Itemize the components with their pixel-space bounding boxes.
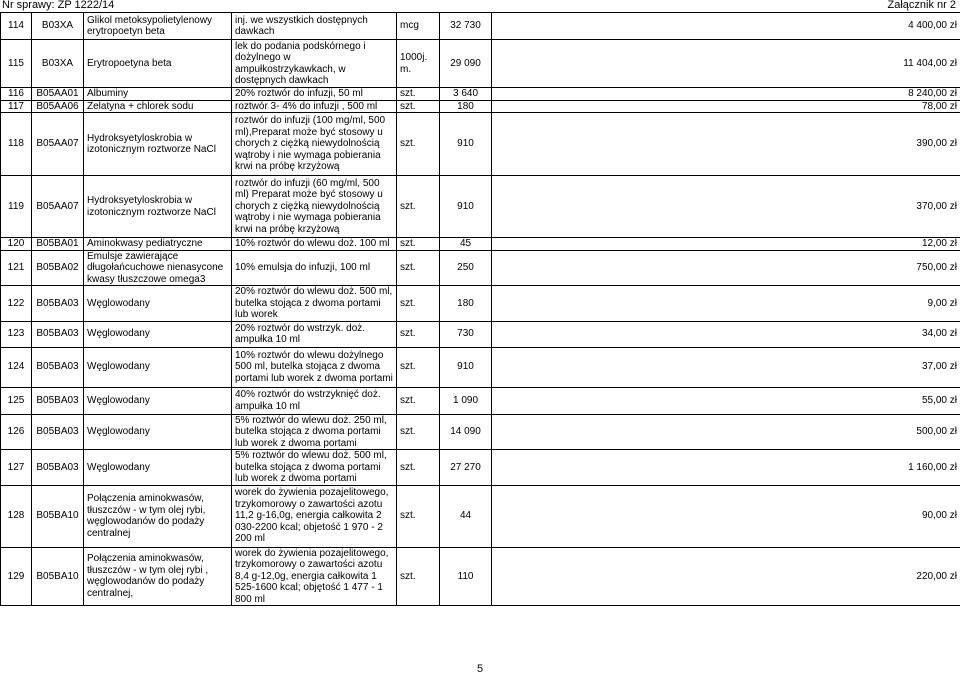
unit: szt. (397, 547, 440, 606)
row-number: 119 (1, 176, 32, 238)
drug-name: Albuminy (84, 88, 232, 101)
drug-name: Połączenia aminokwasów, tłuszczów - w tym olej rybi, węglowodanów do podaży centralnej (84, 485, 232, 547)
table-row (1, 40, 960, 88)
drug-name: Hydroksyetyloskrobia w izotonicznym roztworze NaCl (84, 113, 232, 176)
atc-code: B05BA03 (32, 347, 84, 387)
table-row (1, 387, 960, 414)
unit: szt. (397, 88, 440, 101)
unit: szt. (397, 485, 440, 547)
drug-form: 10% roztwór do wlewu dożylnego 500 ml, butelka stojąca z dwoma portami lub worek z dwoma portami (232, 347, 397, 387)
table-row (1, 176, 960, 238)
drug-name: Glikol metoksypolietylenowy erytropoetyn beta (84, 13, 232, 40)
drug-form: roztwór do infuzji (100 mg/ml, 500 ml),Preparat może być stosowy u chorych z ciężką niewydolnością wątroby i nie wymaga pobierania krwi na próbę krzyżową (232, 113, 397, 176)
page-header (0, 0, 960, 12)
table-row (1, 113, 960, 176)
quantity: 110 (440, 547, 492, 606)
value: 390,00 zł (492, 113, 960, 176)
row-number: 121 (1, 250, 32, 286)
unit: szt. (397, 321, 440, 347)
value: 750,00 zł (492, 250, 960, 286)
unit: szt. (397, 286, 440, 322)
drug-form: 20% roztwór do infuzji, 50 ml (232, 88, 397, 101)
quantity: 1 090 (440, 387, 492, 414)
row-number: 125 (1, 387, 32, 414)
drug-form: 5% roztwór do wlewu doż. 250 ml, butelka stojąca z dwoma portami lub worek z dwoma portami (232, 414, 397, 450)
drug-form: 10% emulsja do infuzji, 100 ml (232, 250, 397, 286)
table-row (1, 414, 960, 450)
quantity: 180 (440, 100, 492, 113)
atc-code: B05BA03 (32, 414, 84, 450)
quantity: 730 (440, 321, 492, 347)
row-number: 118 (1, 113, 32, 176)
unit: szt. (397, 387, 440, 414)
drug-name: Żelatyna + chlorek sodu (84, 100, 232, 113)
drug-form: roztwór 3- 4% do infuzji , 500 ml (232, 100, 397, 113)
atc-code: B05BA01 (32, 238, 84, 251)
quantity: 44 (440, 485, 492, 547)
atc-code: B05BA03 (32, 387, 84, 414)
table-row (1, 347, 960, 387)
row-number: 122 (1, 286, 32, 322)
value: 220,00 zł (492, 547, 960, 606)
case-number: Nr sprawy: ZP 1222/14 (2, 0, 115, 11)
atc-code: B05BA10 (32, 547, 84, 606)
value: 90,00 zł (492, 485, 960, 547)
atc-code: B03XA (32, 13, 84, 40)
atc-code: B05AA07 (32, 113, 84, 176)
row-number: 126 (1, 414, 32, 450)
unit: szt. (397, 113, 440, 176)
table-row (1, 88, 960, 101)
value: 37,00 zł (492, 347, 960, 387)
drug-name: Węglowodany (84, 450, 232, 486)
unit: szt. (397, 100, 440, 113)
drug-name: Węglowodany (84, 414, 232, 450)
quantity: 27 270 (440, 450, 492, 486)
quantity: 180 (440, 286, 492, 322)
drug-form: inj. we wszystkich dostępnych dawkach (232, 13, 397, 40)
table-row (1, 100, 960, 113)
row-number: 123 (1, 321, 32, 347)
value: 34,00 zł (492, 321, 960, 347)
unit: szt. (397, 238, 440, 251)
drug-form: 20% roztwór do wlewu doż. 500 ml, butelka stojąca z dwoma portami lub worek (232, 286, 397, 322)
drug-name: Węglowodany (84, 347, 232, 387)
value: 11 404,00 zł (492, 40, 960, 88)
drug-form: lek do podania podskórnego i dożylnego w ampułkostrzykawkach, w dostępnych dawkach (232, 40, 397, 88)
table-row (1, 321, 960, 347)
atc-code: B05BA10 (32, 485, 84, 547)
drug-name: Węglowodany (84, 286, 232, 322)
drug-name: Połączenia aminokwasów, tłuszczów - w tym olej rybi , węglowodanów do podaży centralnej, (84, 547, 232, 606)
unit: szt. (397, 250, 440, 286)
unit: szt. (397, 347, 440, 387)
atc-code: B05BA02 (32, 250, 84, 286)
unit: 1000j. m. (397, 40, 440, 88)
quantity: 250 (440, 250, 492, 286)
page-number: 5 (476, 663, 484, 675)
value: 1 160,00 zł (492, 450, 960, 486)
drug-name: Erytropoetyna beta (84, 40, 232, 88)
quantity: 910 (440, 113, 492, 176)
table-row (1, 13, 960, 40)
drug-name: Węglowodany (84, 387, 232, 414)
drug-name: Węglowodany (84, 321, 232, 347)
table-row (1, 238, 960, 251)
row-number: 120 (1, 238, 32, 251)
value: 55,00 zł (492, 387, 960, 414)
row-number: 128 (1, 485, 32, 547)
quantity: 29 090 (440, 40, 492, 88)
row-number: 114 (1, 13, 32, 40)
table-row (1, 250, 960, 286)
unit: mcg (397, 13, 440, 40)
drug-name: Emulsje zawierające długołańcuchowe nienasycone kwasy tłuszczowe omega3 (84, 250, 232, 286)
atc-code: B05BA03 (32, 321, 84, 347)
unit: szt. (397, 414, 440, 450)
unit: szt. (397, 176, 440, 238)
attachment-label: Załącznik nr 2 (887, 0, 956, 11)
table-row (1, 286, 960, 322)
quantity: 910 (440, 347, 492, 387)
drug-form: roztwór do infuzji (60 mg/ml, 500 ml) Preparat może być stosowy u chorych z ciężką niewydolnością wątroby i nie wymaga pobierania krwi na próbę krzyżową (232, 176, 397, 238)
drug-form: 40% roztwór do wstrzyknięć doż. ampułka 10 ml (232, 387, 397, 414)
atc-code: B05AA01 (32, 88, 84, 101)
quantity: 14 090 (440, 414, 492, 450)
value: 8 240,00 zł (492, 88, 960, 101)
table-row (1, 450, 960, 486)
value: 4 400,00 zł (492, 13, 960, 40)
table-row (1, 547, 960, 606)
atc-code: B05BA03 (32, 286, 84, 322)
atc-code: B05BA03 (32, 450, 84, 486)
drug-form: worek do żywienia pozajelitowego, trzykomorowy o zawartości azotu 11,2 g-16,0g, energia całkowita 2 030-2200 kcal; objetość 1 970 - 2 200 ml (232, 485, 397, 547)
drug-form: worek do żywienia pozajelitowego, trzykomorowy o zawartości azotu 8,4 g-12,0g, energia całkowita 1 525-1600 kcal; objętość 1 477 - 1 800 ml (232, 547, 397, 606)
atc-code: B05AA06 (32, 100, 84, 113)
row-number: 116 (1, 88, 32, 101)
value: 500,00 zł (492, 414, 960, 450)
row-number: 124 (1, 347, 32, 387)
quantity: 32 730 (440, 13, 492, 40)
value: 12,00 zł (492, 238, 960, 251)
drug-price-table (0, 12, 960, 606)
row-number: 115 (1, 40, 32, 88)
quantity: 3 640 (440, 88, 492, 101)
table-row (1, 485, 960, 547)
atc-code: B03XA (32, 40, 84, 88)
row-number: 117 (1, 100, 32, 113)
value: 78,00 zł (492, 100, 960, 113)
drug-name: Hydroksyetyloskrobia w izotonicznym roztworze NaCl (84, 176, 232, 238)
quantity: 910 (440, 176, 492, 238)
row-number: 127 (1, 450, 32, 486)
drug-form: 5% roztwór do wlewu doż. 500 ml, butelka stojąca z dwoma portami lub worek z dwoma portami (232, 450, 397, 486)
drug-form: 10% roztwór do wlewu doż. 100 ml (232, 238, 397, 251)
drug-name: Aminokwasy pediatryczne (84, 238, 232, 251)
quantity: 45 (440, 238, 492, 251)
value: 370,00 zł (492, 176, 960, 238)
value: 9,00 zł (492, 286, 960, 322)
unit: szt. (397, 450, 440, 486)
row-number: 129 (1, 547, 32, 606)
drug-form: 20% roztwór do wstrzyk. doż. ampułka 10 ml (232, 321, 397, 347)
atc-code: B05AA07 (32, 176, 84, 238)
